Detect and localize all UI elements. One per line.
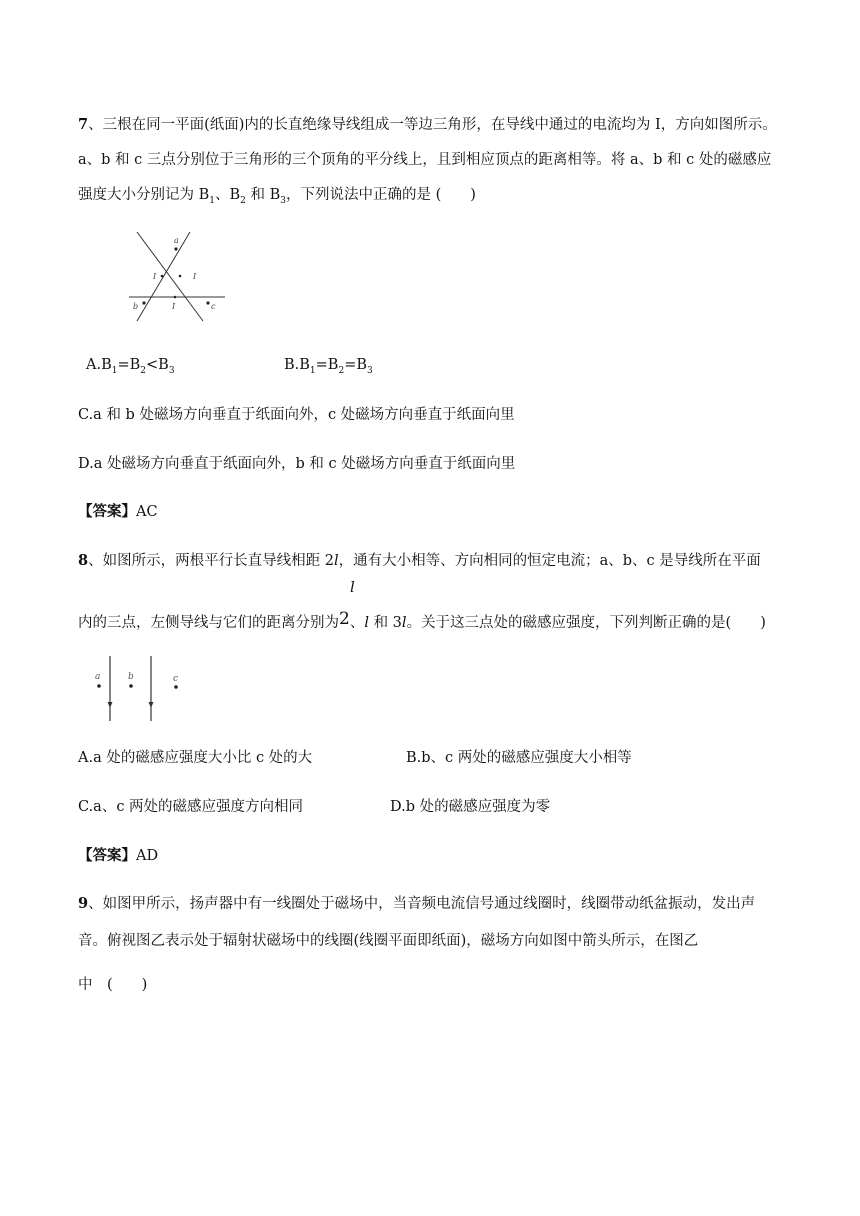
- q7-fig-label-I-bottom: I: [172, 302, 176, 311]
- q7-option-a: $A.B_1=B_2<B_3$: [86, 357, 175, 376]
- q7-line-3: 强度大小分别记为 $B_1$、$B_2$ 和 $B_3$，下列说法中正确的是 ( ): [78, 187, 476, 206]
- wire-left-slant: [137, 232, 190, 321]
- q7-option-d: D.a 处磁场方向垂直于纸面向外，b 和 c 处磁场方向垂直于纸面向里: [78, 456, 516, 472]
- q7-fig-label-b: b: [133, 302, 139, 311]
- q8-option-d: D.b 处的磁感应强度为零: [390, 799, 551, 815]
- q9-line-2: 音。俯视图乙表示处于辐射状磁场中的线圈(线圈平面即纸面)，磁场方向如图中箭头所示，在图乙: [78, 933, 699, 949]
- point-c: [174, 685, 178, 689]
- q7-line-2: a、b 和 c 三点分别位于三角形的三个顶角的平分线上，且到相应顶点的距离相等。将 a、b 和 c 处的磁感应: [78, 152, 772, 168]
- arrow-left-down-icon: [108, 702, 113, 708]
- point-a: [97, 684, 101, 688]
- q8-option-b: B.b、c 两处的磁感应强度大小相等: [406, 750, 632, 766]
- q8-option-c: C.a、c 两处的磁感应强度方向相同: [78, 799, 304, 815]
- q7-fig-label-I-right: I: [193, 272, 197, 281]
- q7-fig-label-a: a: [174, 236, 179, 245]
- q7-text-1: 、三根在同一平面(纸面)内的长直绝缘导线组成一等边三角形，在导线中通过的电流均为 I，方向如图所示。: [88, 117, 777, 133]
- q7-option-c: C.a 和 b 处磁场方向垂直于纸面向外，c 处磁场方向垂直于纸面向里: [78, 407, 515, 423]
- q8-fig-label-a: a: [95, 672, 101, 682]
- q8-line-1: 8、如图所示，两根平行长直导线相距 2l，通有大小相等、方向相同的恒定电流；a、b、c 是导线所在平面: [78, 552, 761, 569]
- q7-line-1: [78, 113, 777, 134]
- q8-option-a: A.a 处的磁感应强度大小比 c 处的大: [78, 750, 313, 766]
- q7-fig-label-I-left: I: [153, 272, 157, 281]
- point-b: [129, 684, 133, 688]
- q8-answer: 【答案】AD: [78, 847, 159, 864]
- q7-number: 7: [78, 116, 89, 133]
- q8-parallel-wires-figure: [90, 653, 190, 725]
- q8-fig-label-b: b: [128, 672, 134, 682]
- q7-option-b: $B.B_1=B_2=B_3$: [284, 357, 373, 376]
- q8-fraction-denominator: 2: [339, 609, 350, 629]
- point-c: [206, 301, 209, 304]
- q7-answer: 【答案】AC: [78, 503, 158, 520]
- arrow-right-down-icon: [149, 702, 154, 708]
- q7-fig-label-c: c: [211, 302, 216, 311]
- q8-line-2: 内的三点，左侧导线与它们的距离分别为2、l 和 3l。关于这三点处的磁感应强度，下列判断正确的是( ): [78, 609, 766, 631]
- q8-fraction-numerator: l: [350, 578, 355, 596]
- q7-triangle-figure: [125, 227, 230, 323]
- q8-fig-label-c: c: [173, 674, 179, 684]
- q9-line-1: 9、如图甲所示，扬声器中有一线圈处于磁场中，当音频电流信号通过线圈时，线圈带动纸盆振动，发出声: [78, 895, 756, 912]
- point-a: [174, 247, 177, 250]
- q9-line-3: 中 ( ): [78, 977, 148, 993]
- point-b: [142, 301, 145, 304]
